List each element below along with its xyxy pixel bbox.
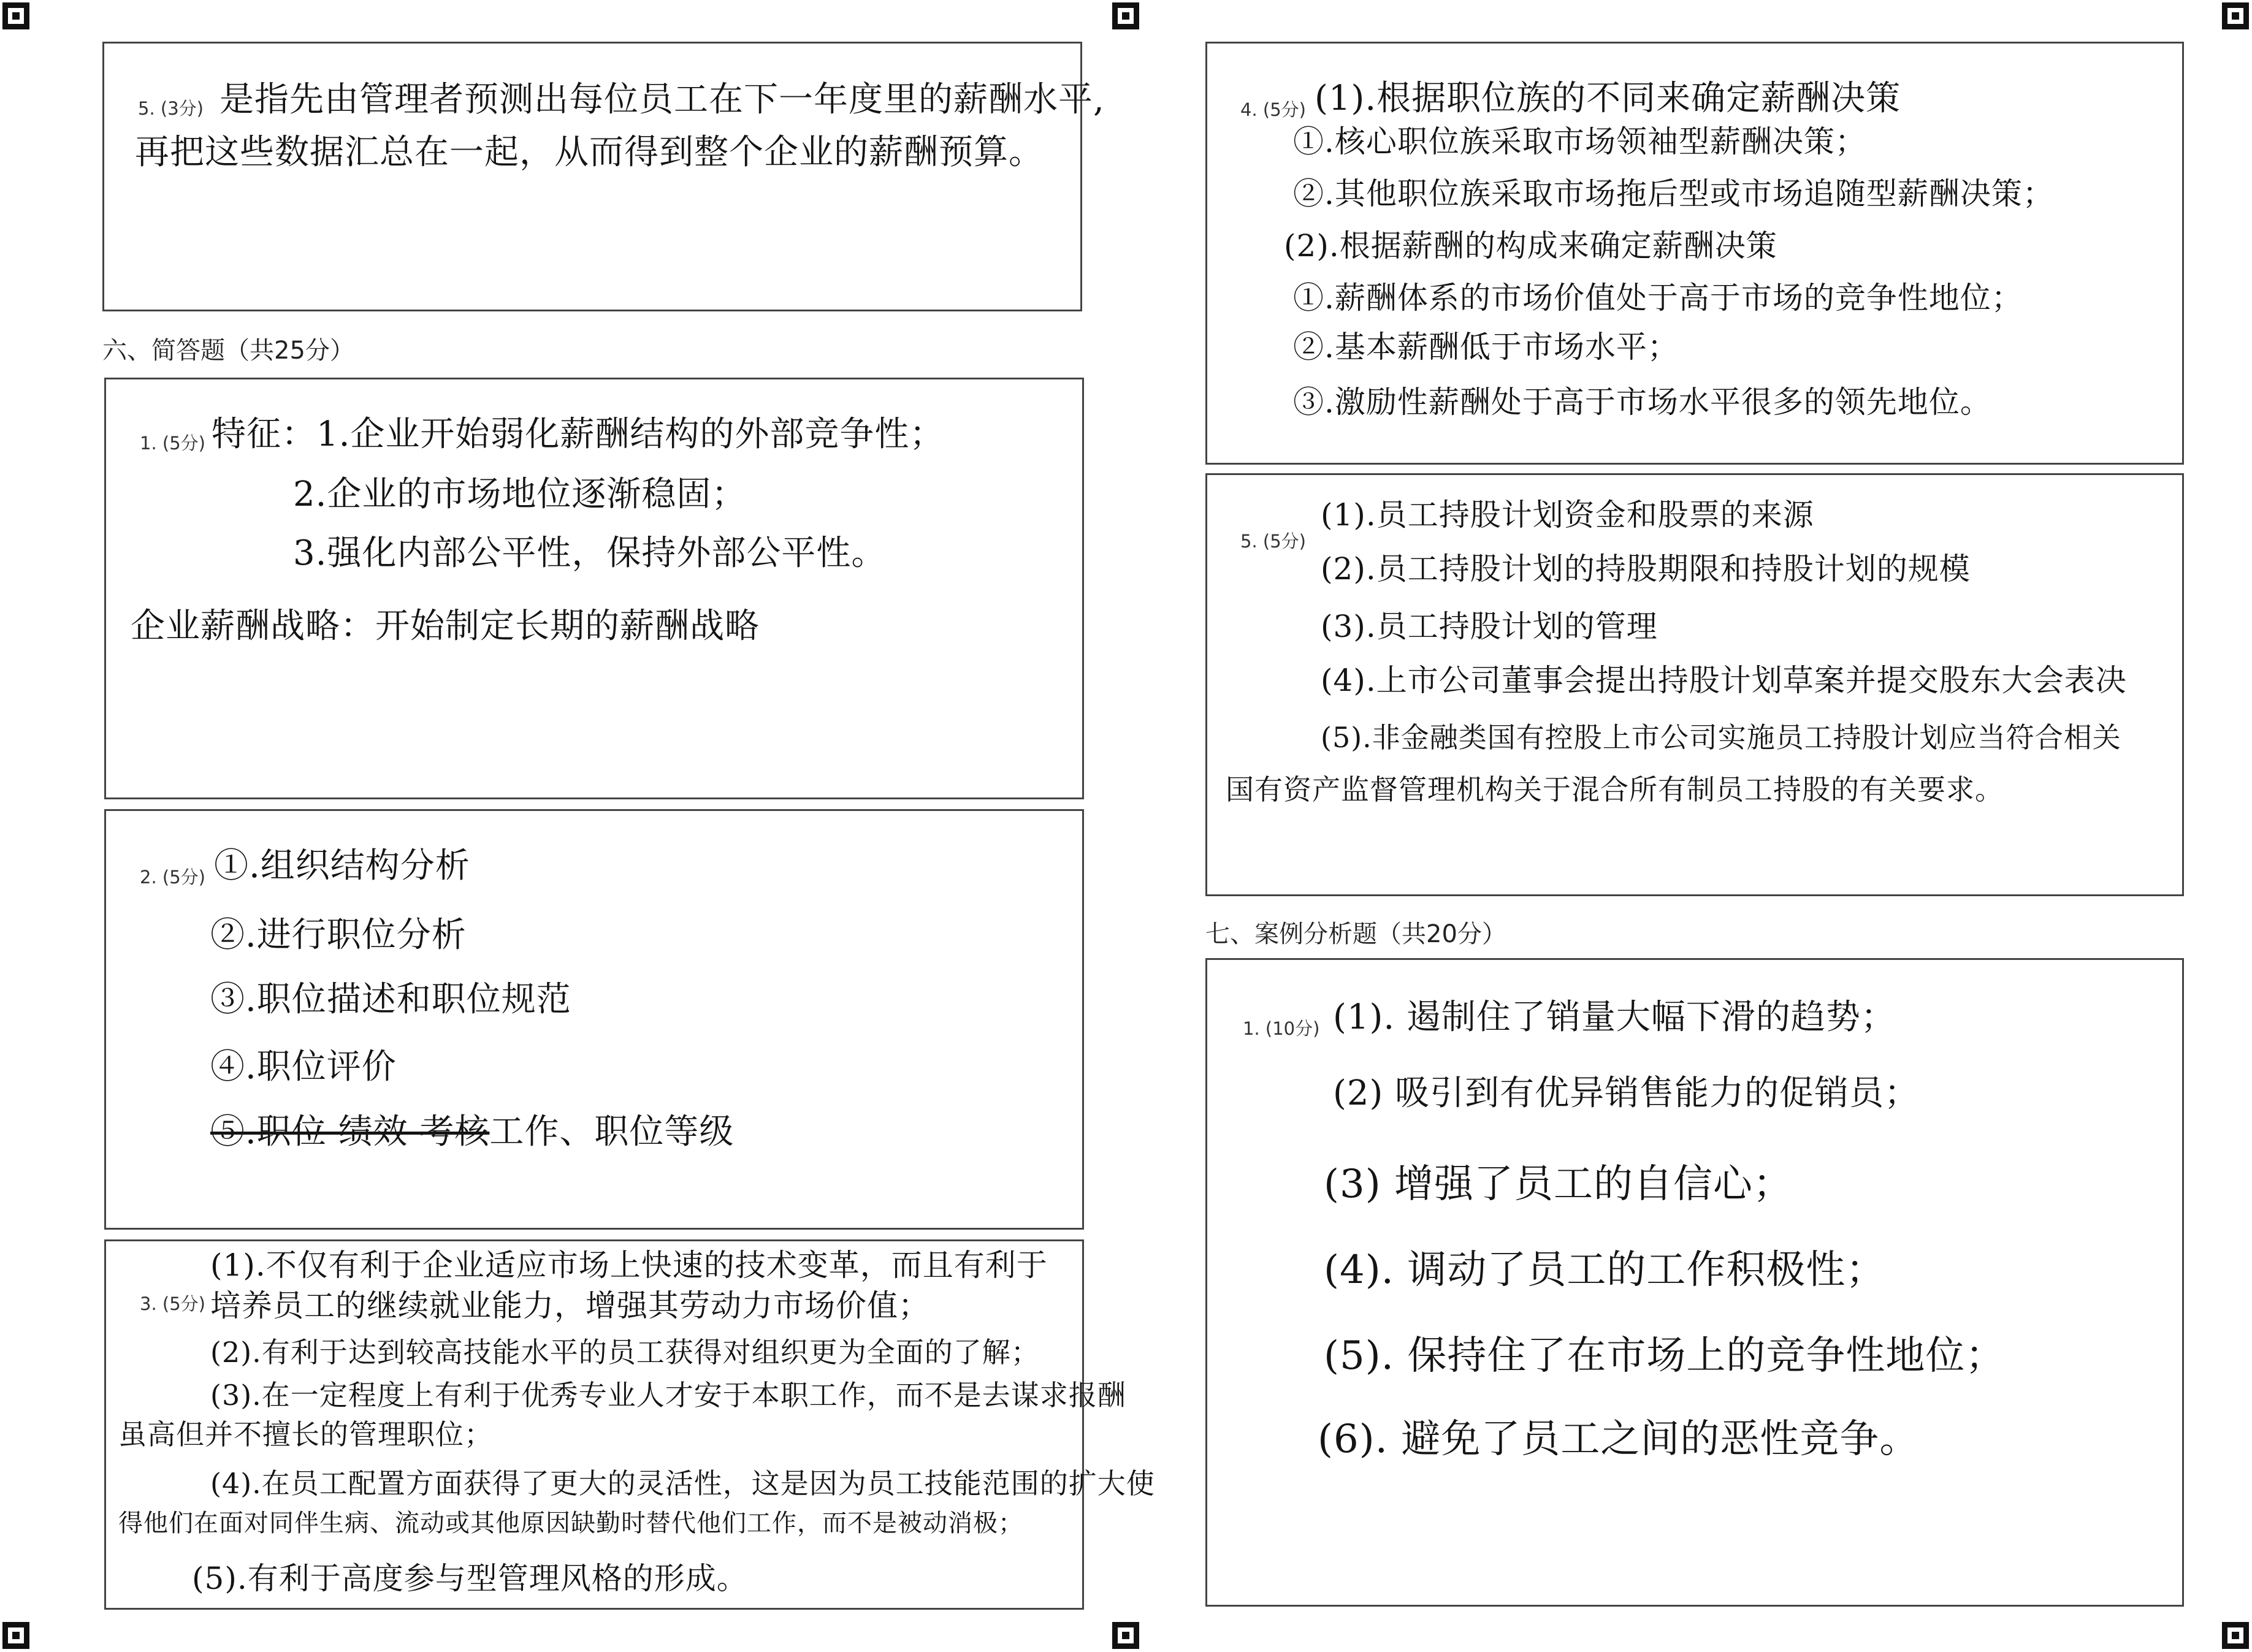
handwritten-line: 国有资产监督管理机构关于混合所有制员工持股的有关要求。 — [1226, 773, 2004, 806]
question-number: 5. (3分) — [138, 98, 204, 119]
answer-box-left-q3 — [104, 1239, 1155, 1610]
handwritten-line: 3.强化内部公平性，保持外部公平性。 — [293, 533, 887, 573]
handwritten-line: ①.组织结构分析 — [214, 846, 470, 886]
handwritten-line: (6). 避免了员工之间的恶性竞争。 — [1318, 1417, 1920, 1462]
handwritten-line: (1).员工持股计划资金和股票的来源 — [1321, 497, 1814, 533]
handwritten-line: (1).根据职位族的不同来确定薪酬决策 — [1315, 78, 1901, 118]
handwritten-line: 特征：1.企业开始弱化薪酬结构的外部竞争性； — [212, 414, 945, 454]
handwritten-line: (3).在一定程度上有利于优秀专业人才安于本职工作，而不是去谋求报酬 — [210, 1379, 1126, 1412]
handwritten-text: 工作、职位等级 — [489, 1112, 735, 1152]
handwritten-line: 企业薪酬战略：开始制定长期的薪酬战略 — [131, 606, 760, 646]
handwritten-line: ①.薪酬体系的市场价值处于高于市场的竞争性地位； — [1293, 280, 2023, 316]
handwritten-line-with-correction — [210, 1112, 735, 1152]
handwritten-line: (4).在员工配置方面获得了更大的灵活性，这是因为员工技能范围的扩大使 — [210, 1467, 1155, 1500]
handwritten-line: ②.其他职位族采取市场拖后型或市场追随型薪酬决策； — [1293, 176, 2054, 211]
question-number: 1. (5分) — [140, 433, 205, 454]
handwritten-line: (5).非金融类国有控股上市公司实施员工持股计划应当符合相关 — [1321, 721, 2121, 754]
handwritten-line: 2.企业的市场地位逐渐稳固； — [293, 474, 747, 514]
question-number: 5. (5分) — [1240, 531, 1306, 552]
registration-marker-top-center — [1112, 2, 1139, 29]
section-heading-short-answer: 六、简答题（共25分） — [102, 337, 354, 365]
answer-box-right-q5 — [1205, 473, 2184, 896]
section-heading-case-analysis: 七、案例分析题（共20分） — [1205, 920, 1506, 948]
handwritten-line: (3).员工持股计划的管理 — [1321, 609, 1658, 644]
handwritten-line: 培养员工的继续就业能力，增强其劳动力市场价值； — [210, 1288, 929, 1323]
question-number: 2. (5分) — [140, 867, 205, 888]
handwritten-line: ①.核心职位族采取市场领袖型薪酬决策； — [1293, 124, 1866, 159]
handwritten-line: (5). 保持住了在市场上的竞争性地位； — [1324, 1333, 2006, 1379]
registration-marker-bottom-right — [2222, 1622, 2249, 1649]
handwritten-line: (4). 调动了员工的工作积极性； — [1324, 1247, 1886, 1293]
answer-box-left-q5 — [102, 42, 1105, 311]
handwritten-line: (2).员工持股计划的持股期限和持股计划的规模 — [1321, 551, 1971, 587]
answer-box-left-q1 — [104, 378, 1084, 799]
handwritten-line: (5).有利于高度参与型管理风格的形成。 — [192, 1561, 748, 1596]
question-number: 1. (10分) — [1243, 1018, 1320, 1039]
handwritten-line: ③.激励性薪酬处于高于市场水平很多的领先地位。 — [1293, 384, 1991, 420]
answer-box-left-q2 — [104, 809, 1084, 1230]
handwritten-line: ②.进行职位分析 — [210, 915, 467, 955]
registration-marker-bottom-left — [2, 1622, 29, 1649]
registration-marker-bottom-center — [1112, 1622, 1139, 1649]
struck-out-text: ⑤.职位 绩效 考核 — [210, 1112, 490, 1152]
handwritten-line: (3) 增强了员工的自信心； — [1324, 1162, 1793, 1207]
handwritten-line: 得他们在面对同伴生病、流动或其他原因缺勤时替代他们工作，而不是被动消极； — [118, 1509, 1023, 1537]
question-number: 3. (5分) — [140, 1293, 205, 1314]
handwritten-line: 再把这些数据汇总在一起，从而得到整个企业的薪酬预算。 — [135, 132, 1044, 172]
handwritten-line: (2).有利于达到较高技能水平的员工获得对组织更为全面的了解； — [210, 1336, 1040, 1369]
handwritten-line: (2).根据薪酬的构成来确定薪酬决策 — [1284, 228, 1777, 264]
handwritten-line: 虽高但并不擅长的管理职位； — [118, 1418, 493, 1451]
handwritten-line: ④.职位评价 — [210, 1047, 397, 1087]
answer-box-right-q7-1 — [1205, 958, 2184, 1607]
registration-marker-top-right — [2222, 2, 2249, 29]
handwritten-line: (4).上市公司董事会提出持股计划草案并提交股东大会表决 — [1321, 663, 2127, 698]
handwritten-line: (1).不仅有利于企业适应市场上快速的技术变革，而且有利于 — [210, 1247, 1048, 1283]
handwritten-line: (1). 遏制住了销量大幅下滑的趋势； — [1333, 997, 1896, 1037]
handwritten-line: (2) 吸引到有优异销售能力的促销员； — [1333, 1073, 1920, 1113]
question-number: 4. (5分) — [1240, 99, 1306, 120]
answer-box-right-q4 — [1205, 42, 2184, 465]
handwritten-line: ③.职位描述和职位规范 — [210, 980, 571, 1019]
handwritten-line: 是指先由管理者预测出每位员工在下一年度里的薪酬水平, — [219, 80, 1105, 120]
handwritten-line: ②.基本薪酬低于市场水平； — [1293, 329, 1679, 365]
registration-marker-top-left — [2, 2, 29, 29]
